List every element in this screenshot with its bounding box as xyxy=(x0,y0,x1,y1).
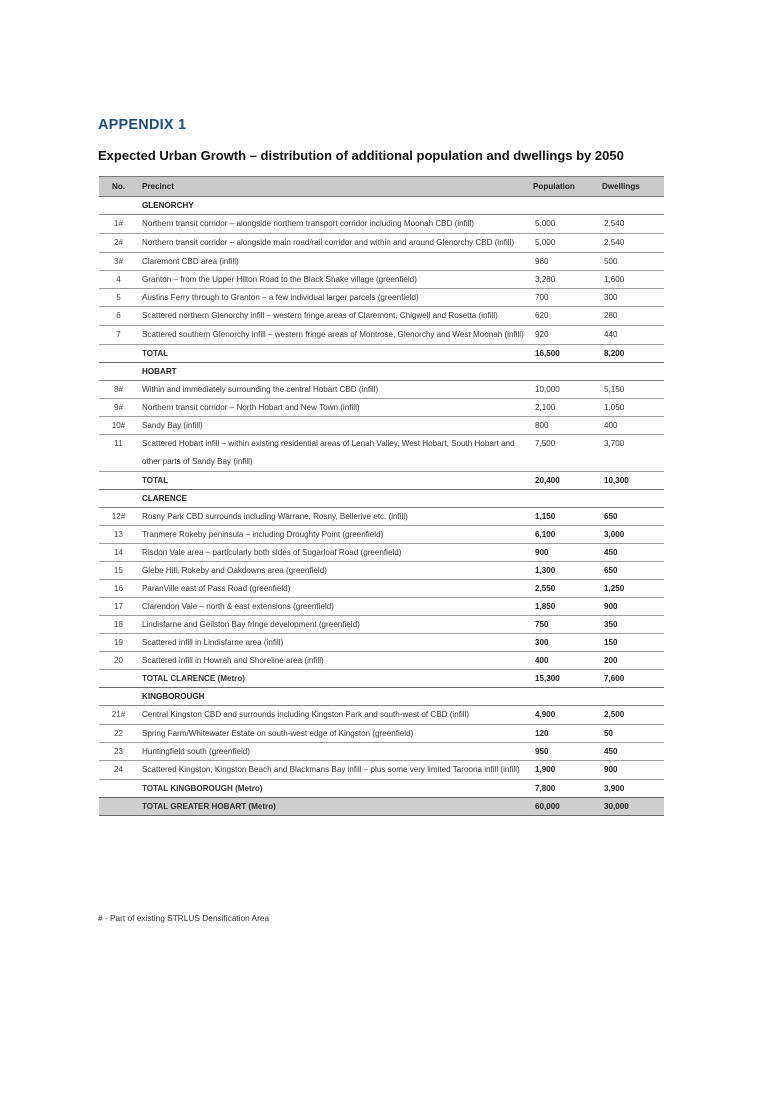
section-row-hobart xyxy=(99,363,664,381)
table-row xyxy=(99,761,664,780)
cell-no: 3# xyxy=(99,253,138,271)
cell-no: 24 xyxy=(99,761,138,780)
cell-population: 1,850 xyxy=(529,598,598,616)
cell-precinct: Scattered Hobart infill – within existing residential areas of Lenah Valley, West Hobart, South Hobart and other parts of Sandy Bay (infill) xyxy=(138,435,529,472)
cell-no: 7 xyxy=(99,326,138,345)
cell-precinct: Northern transit corridor – North Hobart and New Town (infill) xyxy=(138,399,529,417)
cell-precinct: Scattered infill in Howrah and Shoreline area (infill) xyxy=(138,652,529,670)
cell-precinct: Scattered infill in Lindisfarne area (infill) xyxy=(138,634,529,652)
cell-no: 9# xyxy=(99,399,138,417)
cell-dwellings: 650 xyxy=(598,562,664,580)
cell-dwellings: 500 xyxy=(598,253,664,271)
table-row xyxy=(99,435,664,472)
cell-precinct: Claremont CBD area (infill) xyxy=(138,253,529,271)
cell-precinct: Northern transit corridor – alongside northern transport corridor including Moonah CBD (infill) xyxy=(138,215,529,234)
cell-precinct: TOTAL xyxy=(138,472,529,490)
cell-precinct: TOTAL xyxy=(138,345,529,363)
total-row-greater-hobart xyxy=(99,798,664,816)
cell-population: 4,900 xyxy=(529,706,598,725)
cell-no: 10# xyxy=(99,417,138,435)
cell-population: 980 xyxy=(529,253,598,271)
cell-precinct: Granton – from the Upper Hilton Road to the Black Snake village (greenfield) xyxy=(138,271,529,289)
cell-precinct: Clarendon Vale – north & east extensions (greenfield) xyxy=(138,598,529,616)
table-row xyxy=(99,725,664,743)
cell-population: 120 xyxy=(529,725,598,743)
table-row xyxy=(99,417,664,435)
table-row xyxy=(99,253,664,271)
cell-precinct: Spring Farm/Whitewater Estate on south-west edge of Kingston (greenfield) xyxy=(138,725,529,743)
cell-population: 700 xyxy=(529,289,598,307)
cell-population: 620 xyxy=(529,307,598,326)
table-row xyxy=(99,616,664,634)
cell-population: 750 xyxy=(529,616,598,634)
table-header-row xyxy=(99,177,664,197)
cell-population: 6,100 xyxy=(529,526,598,544)
total-row-kingborough xyxy=(99,780,664,798)
footnote: # - Part of existing STRLUS Densification Area xyxy=(98,913,270,923)
cell-no: 15 xyxy=(99,562,138,580)
cell-dwellings: 150 xyxy=(598,634,664,652)
cell-dwellings: 200 xyxy=(598,652,664,670)
cell-precinct: Huntingfield south (greenfield) xyxy=(138,743,529,761)
cell-no: 17 xyxy=(99,598,138,616)
cell-dwellings: 900 xyxy=(598,761,664,780)
cell-dwellings: 900 xyxy=(598,598,664,616)
cell-dwellings: 5,150 xyxy=(598,381,664,399)
table-row xyxy=(99,307,664,326)
cell-population: 1,900 xyxy=(529,761,598,780)
header-no: No. xyxy=(99,177,138,197)
urban-growth-table xyxy=(99,176,664,816)
cell-population: 60,000 xyxy=(529,798,598,816)
cell-no: 14 xyxy=(99,544,138,562)
cell-dwellings: 650 xyxy=(598,508,664,526)
cell-population: 1,150 xyxy=(529,508,598,526)
table-row xyxy=(99,580,664,598)
table-row xyxy=(99,399,664,417)
cell-no: 16 xyxy=(99,580,138,598)
cell-no: 23 xyxy=(99,743,138,761)
header-dwellings: Dwellings xyxy=(598,177,664,197)
table-row xyxy=(99,652,664,670)
table-row xyxy=(99,743,664,761)
cell-dwellings: 280 xyxy=(598,307,664,326)
cell-dwellings: 1,250 xyxy=(598,580,664,598)
cell-dwellings: 2,540 xyxy=(598,234,664,253)
cell-no: 22 xyxy=(99,725,138,743)
cell-no xyxy=(99,670,138,688)
cell-precinct: Scattered Kingston, Kingston Beach and Blackmans Bay infill – plus some very limited Taroona infill (infill) xyxy=(138,761,529,780)
cell-precinct: Central Kingston CBD and surrounds including Kingston Park and south-west of CBD (infill) xyxy=(138,706,529,725)
cell-population: 300 xyxy=(529,634,598,652)
cell-dwellings: 3,900 xyxy=(598,780,664,798)
cell-population: 5,000 xyxy=(529,234,598,253)
cell-precinct: Scattered northern Glenorchy infill – western fringe areas of Claremont, Chigwell and Rosetta (infill) xyxy=(138,307,529,326)
section-label: KINGBOROUGH xyxy=(138,688,529,706)
cell-no: 13 xyxy=(99,526,138,544)
cell-precinct: Within and immediately surrounding the central Hobart CBD (infill) xyxy=(138,381,529,399)
cell-dwellings: 10,300 xyxy=(598,472,664,490)
header-precinct: Precinct xyxy=(138,177,529,197)
cell-dwellings: 3,000 xyxy=(598,526,664,544)
table-row xyxy=(99,634,664,652)
cell-population: 950 xyxy=(529,743,598,761)
cell-population: 3,280 xyxy=(529,271,598,289)
cell-population: 10,000 xyxy=(529,381,598,399)
section-row-clarence xyxy=(99,490,664,508)
table-row xyxy=(99,598,664,616)
cell-no: 5 xyxy=(99,289,138,307)
cell-population: 7,500 xyxy=(529,435,598,472)
cell-dwellings: 7,600 xyxy=(598,670,664,688)
cell-precinct: Austins Ferry through to Granton – a few individual larger parcels (greenfield) xyxy=(138,289,529,307)
cell-population: 400 xyxy=(529,652,598,670)
cell-population: 2,550 xyxy=(529,580,598,598)
cell-precinct: Tranmere Rokeby peninsula – including Droughty Point (greenfield) xyxy=(138,526,529,544)
cell-no: 4 xyxy=(99,271,138,289)
table-title: Expected Urban Growth – distribution of additional population and dwellings by 2050 xyxy=(98,148,624,163)
cell-dwellings: 450 xyxy=(598,743,664,761)
section-label: CLARENCE xyxy=(138,490,529,508)
cell-population: 800 xyxy=(529,417,598,435)
appendix-heading: APPENDIX 1 xyxy=(98,117,187,133)
cell-no xyxy=(99,345,138,363)
cell-dwellings: 50 xyxy=(598,725,664,743)
cell-dwellings: 2,500 xyxy=(598,706,664,725)
cell-no: 1# xyxy=(99,215,138,234)
cell-precinct: TOTAL CLARENCE (Metro) xyxy=(138,670,529,688)
cell-dwellings: 2,540 xyxy=(598,215,664,234)
cell-no: 2# xyxy=(99,234,138,253)
table-row xyxy=(99,706,664,725)
table-row xyxy=(99,215,664,234)
total-row-hobart xyxy=(99,472,664,490)
cell-precinct: TOTAL KINGBOROUGH (Metro) xyxy=(138,780,529,798)
table-row xyxy=(99,289,664,307)
cell-no: 6 xyxy=(99,307,138,326)
table-row xyxy=(99,508,664,526)
cell-precinct: Lindisfarne and Geilston Bay fringe development (greenfield) xyxy=(138,616,529,634)
cell-population: 920 xyxy=(529,326,598,345)
section-label: HOBART xyxy=(138,363,529,381)
cell-no xyxy=(99,780,138,798)
cell-precinct: Northern transit corridor – alongside main road/rail corridor and within and around Glenorchy CBD (infill) xyxy=(138,234,529,253)
table-row xyxy=(99,234,664,253)
cell-precinct: TOTAL GREATER HOBART (Metro) xyxy=(138,798,529,816)
total-row-glenorchy xyxy=(99,345,664,363)
cell-population: 15,300 xyxy=(529,670,598,688)
cell-population: 16,500 xyxy=(529,345,598,363)
section-row-glenorchy xyxy=(99,197,664,215)
cell-precinct: ParanVille east of Pass Road (greenfield) xyxy=(138,580,529,598)
table-row xyxy=(99,381,664,399)
cell-no xyxy=(99,798,138,816)
cell-dwellings: 400 xyxy=(598,417,664,435)
cell-no: 19 xyxy=(99,634,138,652)
cell-no xyxy=(99,472,138,490)
cell-no: 11 xyxy=(99,435,138,472)
cell-population: 20,400 xyxy=(529,472,598,490)
section-row-kingborough xyxy=(99,688,664,706)
cell-precinct: Risdon Vale area – particularly both sides of Sugarloaf Road (greenfield) xyxy=(138,544,529,562)
header-population: Population xyxy=(529,177,598,197)
cell-dwellings: 350 xyxy=(598,616,664,634)
table-row xyxy=(99,562,664,580)
cell-dwellings: 1,050 xyxy=(598,399,664,417)
cell-no: 18 xyxy=(99,616,138,634)
table-row xyxy=(99,544,664,562)
cell-no: 8# xyxy=(99,381,138,399)
cell-no: 12# xyxy=(99,508,138,526)
cell-precinct: Rosny Park CBD surrounds including Warrane, Rosny, Bellerive etc. (infill) xyxy=(138,508,529,526)
cell-population: 2,100 xyxy=(529,399,598,417)
cell-dwellings: 30,000 xyxy=(598,798,664,816)
total-row-clarence xyxy=(99,670,664,688)
cell-precinct: Sandy Bay (infill) xyxy=(138,417,529,435)
cell-population: 5,000 xyxy=(529,215,598,234)
cell-precinct: Glebe Hill, Rokeby and Oakdowns area (greenfield) xyxy=(138,562,529,580)
cell-population: 7,800 xyxy=(529,780,598,798)
cell-dwellings: 1,600 xyxy=(598,271,664,289)
cell-population: 1,300 xyxy=(529,562,598,580)
cell-dwellings: 440 xyxy=(598,326,664,345)
cell-dwellings: 450 xyxy=(598,544,664,562)
table-row xyxy=(99,271,664,289)
section-label: GLENORCHY xyxy=(138,197,529,215)
table-row xyxy=(99,526,664,544)
cell-no: 20 xyxy=(99,652,138,670)
cell-dwellings: 300 xyxy=(598,289,664,307)
table-row xyxy=(99,326,664,345)
cell-dwellings: 8,200 xyxy=(598,345,664,363)
cell-dwellings: 3,700 xyxy=(598,435,664,472)
cell-no: 21# xyxy=(99,706,138,725)
cell-population: 900 xyxy=(529,544,598,562)
cell-precinct: Scattered southern Glenorchy infill – western fringe areas of Montrose, Glenorchy and West Moonah (infill) xyxy=(138,326,529,345)
